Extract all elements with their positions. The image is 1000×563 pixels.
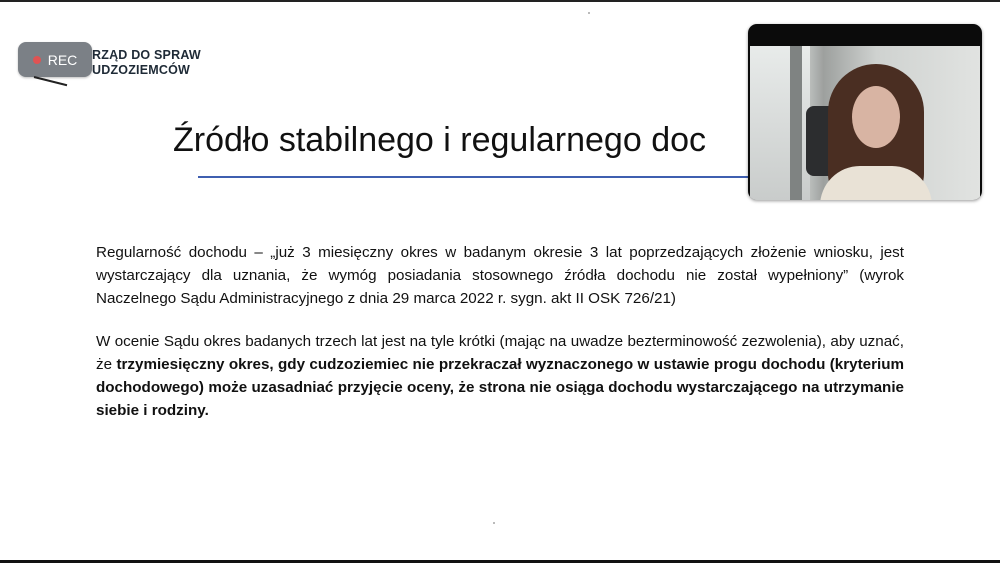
logo-line-2: UDZOZIEMCÓW	[92, 63, 191, 77]
record-dot-icon	[33, 56, 41, 64]
title-underline	[198, 176, 758, 178]
recording-indicator-pointer	[34, 76, 67, 86]
slide-paragraph-1: Regularność dochodu – „już 3 miesięczny okres w badanym okresie 3 lat poprzedzających złożenie wniosku, jest wystarczający dla uznania, że wymóg posiadania stosownego źródła dochodu nie został wypełniony” (wyrok Naczelnego Sądu Administracyjnego z dnia 29 marca 2022 r. sygn. akt II OSK 726/21)	[96, 244, 904, 307]
webcam-overlay[interactable]	[748, 24, 982, 200]
participant-face	[852, 86, 900, 148]
office-logo-text	[92, 48, 201, 78]
window-frame	[790, 46, 802, 200]
slide-title: Źródło stabilnego i regularnego doc	[173, 121, 707, 159]
paragraph-2-regular-text: W ocenie Sądu okres badanych trzech lat jest na tyle krótki (mając na uwadze bezterminowość zezwolenia), aby uznać, że	[96, 333, 904, 373]
artifact-dot	[493, 522, 495, 524]
slide-paragraph-2	[96, 330, 904, 422]
artifact-dot	[588, 12, 590, 14]
logo-line-1: RZĄD DO SPRAW	[92, 48, 201, 62]
recording-label: REC	[47, 51, 78, 68]
recording-indicator[interactable]	[18, 42, 92, 77]
participant-video-icon	[750, 46, 980, 200]
top-border	[0, 0, 1000, 2]
paragraph-2-bold-text: trzymiesięczny okres, gdy cudzoziemiec nie przekraczał wyznaczonego w ustawie progu dochodu (kryterium dochodowego) może uzasadniać przyjęcie oceny, że strona nie osiąga dochodu wystarczającego na utrzymanie siebie i rodziny.	[96, 356, 905, 419]
